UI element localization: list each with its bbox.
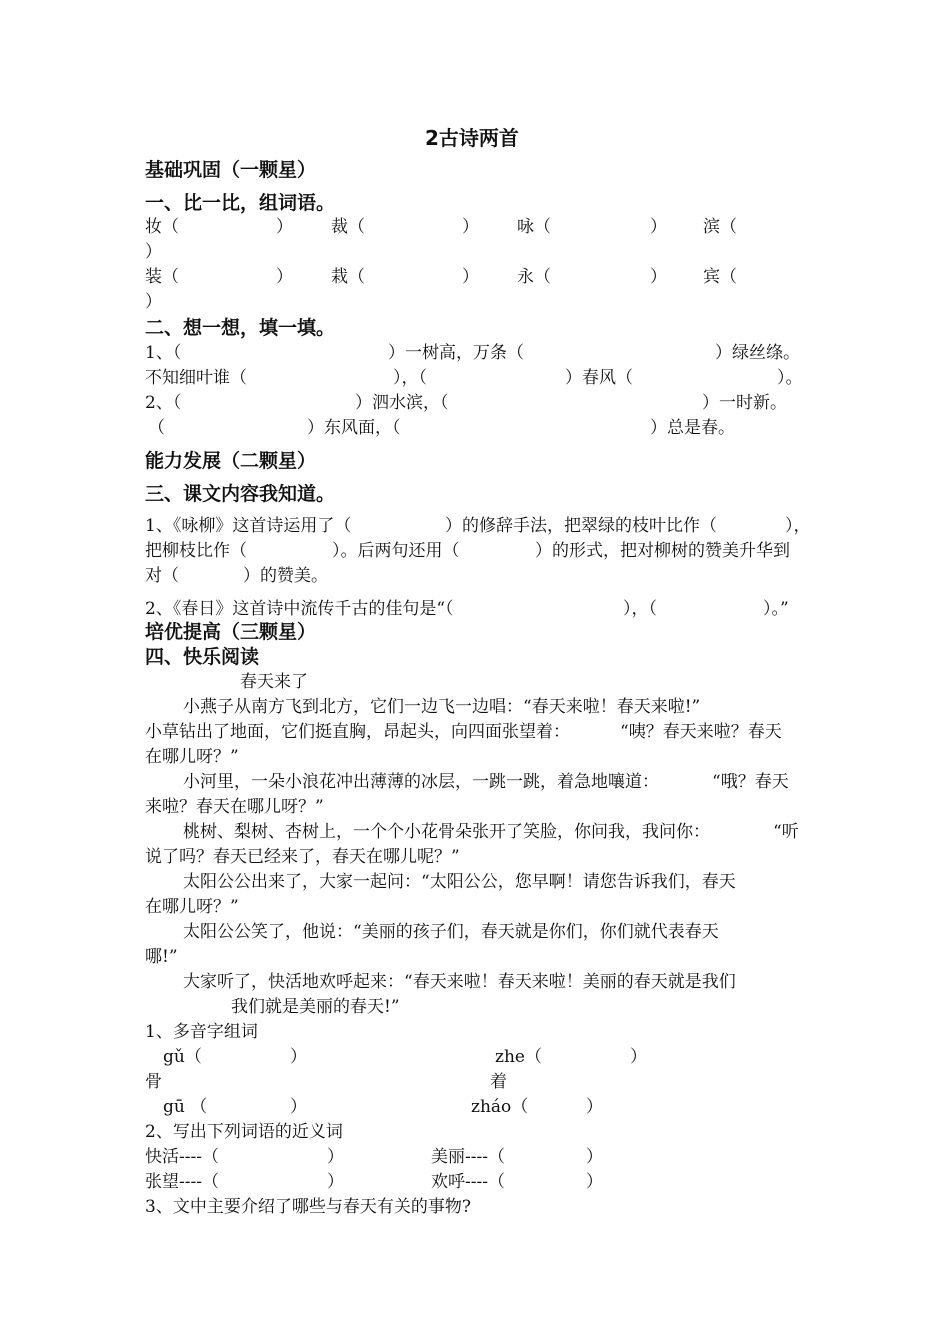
story-line: “听 [773,822,799,842]
section-basic: 基础巩固（一颗星） [145,159,317,181]
story-line: 大家听了，快活地欢呼起来：“春天来啦！春天来啦！美丽的春天就是我们 [183,972,736,992]
story-line: 哪!” [145,947,178,967]
story-line: 太阳公公笑了，他说：“美丽的孩子们，春天就是你们，你们就代表春天 [183,922,719,942]
p3-question: 3、文中主要介绍了哪些与春天有关的事物? [145,1197,471,1217]
q1-r2-a-close: ） [276,267,293,287]
q1-r2-b-open: 栽（ [331,267,365,287]
q1-r2-a-open: 装（ [145,267,179,287]
p1-zhe-close: ） [630,1047,647,1067]
p1-char-zhe: 着 [490,1072,507,1092]
story-line: “哦？春天 [712,772,789,792]
p2-w2: 美丽----（ [431,1147,505,1167]
q1-r2-c-close: ） [650,267,667,287]
q2-l2-b: ），（ [393,368,427,388]
q2-l4-b: ）东风面，（ [307,418,401,438]
q3-l2-c: ）的形式，把对柳树的赞美升华到 [535,541,790,561]
p2-label: 2、写出下列词语的近义词 [145,1122,343,1142]
story-line: 小河里，一朵小浪花冲出薄薄的冰层，一跳一跳，着急地嚷道： [183,772,659,792]
p1-gu1-close: ） [290,1097,307,1117]
section-advanced: 培优提高（三颗星） [145,621,317,643]
q2-l2-d: ）。 [777,368,803,388]
story-title: 春天来了 [240,672,308,692]
q3-heading: 三、课文内容我知道。 [145,483,336,505]
q1-r2-d-close: ） [145,292,162,312]
page-title: 2古诗两首 [425,126,519,150]
q2-l2-c: ）春风（ [565,368,633,388]
q1-r2-b-close: ） [462,267,479,287]
story-line: 小草钻出了地面，它们挺直胸，昂起头，向四面张望着： [145,722,570,742]
q2-l4-a: （ [148,418,165,438]
p1-zhao-close: ） [586,1097,603,1117]
story-line: “咦？春天来啦？春天 [620,722,782,742]
section-ability: 能力发展（二颗星） [145,450,317,472]
q3-l4-a: 2、《春日》这首诗中流传千古的佳句是“（ [145,599,454,619]
p2-w4: 欢呼----（ [431,1172,505,1192]
story-line: 桃树、梨树、杏树上，一个个小花骨朵张开了笑脸，你问我，我问你： [183,822,710,842]
p2-w1: 快活----（ [145,1147,219,1167]
story-line: 在哪儿呀？” [145,897,239,917]
q2-l3-a: 2、（ [145,393,182,413]
q1-r2-c-open: 永（ [517,267,551,287]
q3-l2-b: ）。后两句还用（ [332,541,460,561]
q3-l1-a: 1、《咏柳》这首诗运用了（ [145,516,352,536]
q1-r1-a-open: 妆（ [145,217,179,237]
p2-w2-close: ） [586,1147,603,1167]
q2-l1-c: ）绿丝绦。 [715,343,800,363]
p1-gu3-open: gǔ（ [163,1047,202,1067]
story-line: 在哪儿呀？” [145,747,239,767]
story-line: 我们就是美丽的春天!” [231,997,400,1017]
q3-l3-b: ）的赞美。 [243,566,328,586]
q1-r1-d-close: ） [145,242,162,262]
q2-l3-c: ）一时新。 [702,393,787,413]
p2-w4-close: ） [586,1172,603,1192]
q2-heading: 二、想一想，填一填。 [145,317,336,339]
q2-l2-a: 不知细叶谁（ [145,368,247,388]
q2-l1-b: ）一树高，万条（ [388,343,524,363]
q2-l1-a: 1、（ [145,343,182,363]
p2-w3-close: ） [327,1172,344,1192]
story-line: 来啦？春天在哪儿呀？” [145,797,324,817]
q3-l1-b: ）的修辞手法，把翠绿的枝叶比作（ [445,516,717,536]
p2-w3: 张望----（ [145,1172,219,1192]
q4-heading: 四、快乐阅读 [145,646,260,668]
q1-r1-b-close: ） [462,217,479,237]
q3-l4-c: ）。” [763,599,789,619]
q3-l3-a: 对（ [145,566,179,586]
p1-gu1-open: gū （ [163,1097,208,1117]
q1-r2-d-open: 宾（ [703,267,737,287]
q1-r1-a-close: ） [276,217,293,237]
p1-label: 1、多音字组词 [145,1022,258,1042]
p1-gu3-close: ） [290,1047,307,1067]
q2-l4-c: ）总是春。 [650,418,735,438]
q1-heading: 一、比一比，组词语。 [145,192,336,214]
q3-l1-c: ）， [785,516,811,536]
p2-w1-close: ） [327,1147,344,1167]
p1-char-gu: 骨 [145,1072,162,1092]
story-line: 说了吗？春天已经来了，春天在哪儿呢？” [145,847,460,867]
story-line: 小燕子从南方飞到北方，它们一边飞一边唱：“春天来啦！春天来啦!” [183,697,701,717]
q1-r1-c-close: ） [650,217,667,237]
story-line: 太阳公公出来了，大家一起问：“太阳公公，您早啊！请您告诉我们，春天 [183,872,736,892]
p1-zhe-open: zhe（ [495,1047,542,1067]
q3-l4-b: ），（ [623,599,657,619]
q2-l3-b: ）泗水滨，（ [355,393,449,413]
q1-r1-c-open: 咏（ [517,217,551,237]
q1-r1-b-open: 裁（ [331,217,365,237]
q3-l2-a: 把柳枝比作（ [145,541,247,561]
p1-zhao-open: zháo（ [471,1097,529,1117]
q1-r1-d-open: 滨（ [703,217,737,237]
